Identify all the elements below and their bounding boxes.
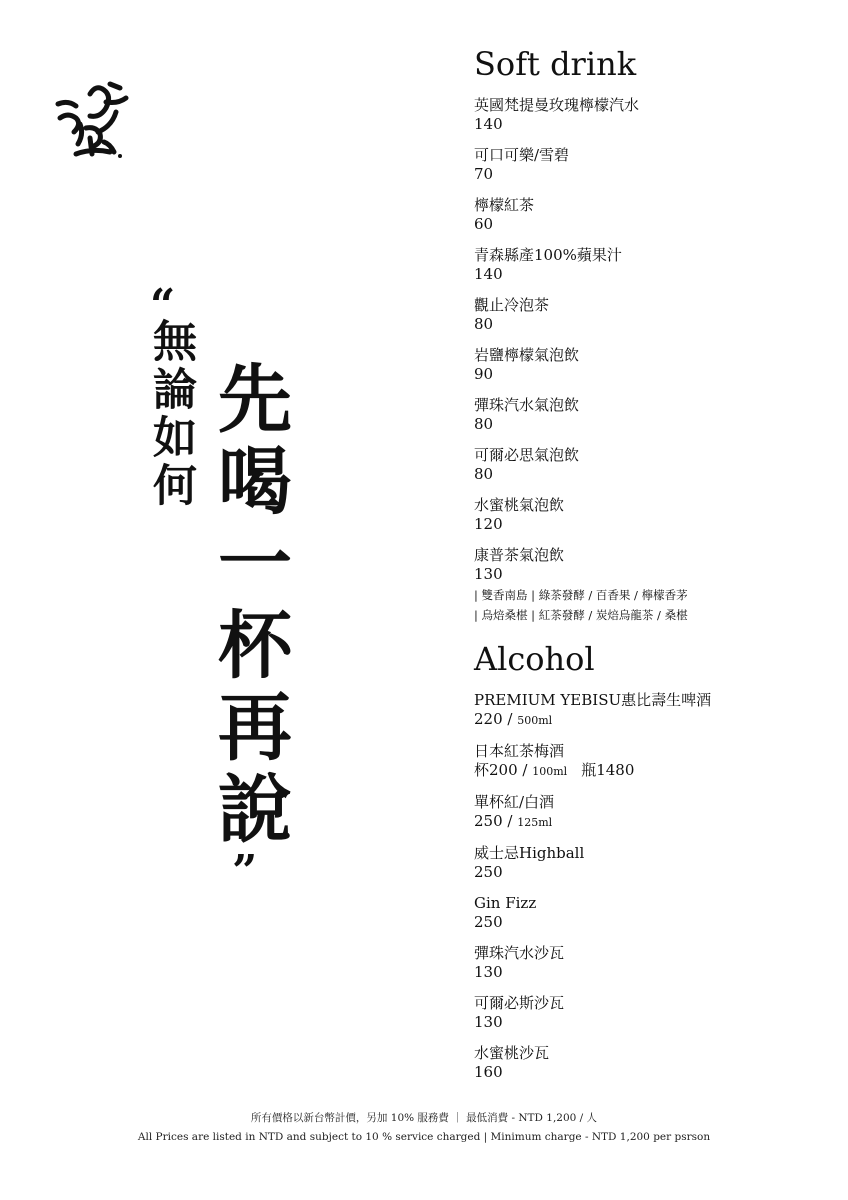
footer-note-zh: 所有價格以新台幣計價，另加 10% 服務費 ｜ 最低消費 - NTD 1,200 / 人 [250, 1112, 598, 1124]
flavor-line: | 雙香南島 | 綠茶發酵 / 百香果 / 檸檬香茅 [474, 588, 688, 602]
item-price-row [474, 1013, 804, 1032]
menu-item [474, 546, 804, 584]
item-name: 可爾必斯沙瓦 [474, 994, 565, 1012]
item-price: 130 [474, 963, 503, 981]
menu-item [474, 96, 804, 134]
alcohol-title: Alcohol [474, 640, 595, 678]
footer-note-en: All Prices are listed in NTD and subject to 10 % service charged | Minimum charge - NTD 1,200 per psrson [137, 1131, 711, 1143]
item-name: 觀止冷泡茶 [474, 296, 550, 314]
item-price: 140 [474, 265, 503, 283]
item-price: 80 [474, 415, 494, 433]
item-price: 160 [474, 1063, 503, 1081]
item-volume: 500ml [517, 714, 553, 727]
item-name: 水蜜桃沙瓦 [474, 1044, 550, 1062]
menu-item [474, 944, 804, 982]
item-bottle-price: 瓶1480 [581, 761, 635, 779]
item-price: 140 [474, 115, 503, 133]
menu-item [474, 894, 804, 932]
item-price-row [474, 761, 804, 781]
item-price: 250 / [474, 812, 513, 830]
item-price-row [474, 515, 804, 534]
item-name: 日本紅茶梅酒 [474, 742, 565, 760]
item-price-row [474, 710, 804, 730]
item-name: 單杯紅/白酒 [474, 793, 555, 811]
menu-item [474, 844, 804, 882]
item-price-row [474, 265, 804, 284]
item-name: 康普茶氣泡飲 [474, 546, 565, 564]
menu-item [474, 346, 804, 384]
item-volume: 100ml [532, 765, 568, 778]
item-name: 可口可樂/雪碧 [474, 146, 570, 164]
menu-item [474, 994, 804, 1032]
menu-item [474, 793, 804, 832]
menu-item [474, 742, 804, 781]
menu-item [474, 446, 804, 484]
item-price-row [474, 315, 804, 334]
item-price-row [474, 415, 804, 434]
item-name: 彈珠汽水氣泡飲 [474, 396, 580, 414]
flavor-line: | 烏焙桑椹 | 紅茶發酵 / 炭焙烏龍茶 / 桑椹 [474, 608, 688, 622]
item-price: 90 [474, 365, 494, 383]
opening-quote-mark: “ [150, 280, 176, 331]
drink-menu [474, 44, 804, 1094]
item-price: 80 [474, 315, 494, 333]
menu-item [474, 396, 804, 434]
item-price-row [474, 215, 804, 234]
item-price-row [474, 812, 804, 832]
menu-item [474, 296, 804, 334]
item-price-row [474, 963, 804, 982]
slogan-line-2: 先喝一杯再說 [206, 360, 292, 852]
soft-drink-list [474, 96, 804, 584]
item-price: 130 [474, 1013, 503, 1031]
closing-quote-mark: ” [232, 846, 258, 897]
item-name: 彈珠汽水沙瓦 [474, 944, 565, 962]
slogan-line-1: 無論如何 [145, 318, 196, 510]
item-name: 英國梵提曼玫瑰檸檬汽水 [474, 96, 640, 114]
menu-item [474, 691, 804, 730]
item-price-row [474, 365, 804, 384]
item-name: 岩鹽檸檬氣泡飲 [474, 346, 580, 364]
item-name: 威士忌Highball [474, 844, 585, 862]
menu-item [474, 1044, 804, 1082]
item-price: 250 [474, 863, 503, 881]
alcohol-list [474, 691, 804, 1082]
item-price: 80 [474, 465, 494, 483]
item-price-row [474, 913, 804, 932]
item-price: 120 [474, 515, 503, 533]
item-price-row [474, 863, 804, 882]
menu-item [474, 496, 804, 534]
item-name: PREMIUM YEBISU惠比壽生啤酒 [474, 691, 712, 709]
menu-item [474, 246, 804, 284]
item-price: 130 [474, 565, 503, 583]
item-price: 220 / [474, 710, 513, 728]
item-price: 250 [474, 913, 503, 931]
item-price-row [474, 565, 804, 584]
menu-item [474, 146, 804, 184]
kombucha-flavors [474, 585, 804, 625]
item-name: Gin Fizz [474, 894, 537, 912]
item-volume: 125ml [517, 816, 553, 829]
item-price: 杯200 / [474, 761, 528, 779]
item-price-row [474, 465, 804, 484]
item-name: 可爾必思氣泡飲 [474, 446, 580, 464]
item-price: 60 [474, 215, 494, 233]
item-name: 青森縣產100%蘋果汁 [474, 246, 622, 264]
item-price-row [474, 165, 804, 184]
restaurant-logo [50, 72, 142, 164]
item-price-row [474, 115, 804, 134]
item-price: 70 [474, 165, 494, 183]
item-name: 水蜜桃氣泡飲 [474, 496, 565, 514]
soft-drink-title: Soft drink [474, 45, 637, 83]
item-name: 檸檬紅茶 [474, 196, 535, 214]
item-price-row [474, 1063, 804, 1082]
menu-item [474, 196, 804, 234]
